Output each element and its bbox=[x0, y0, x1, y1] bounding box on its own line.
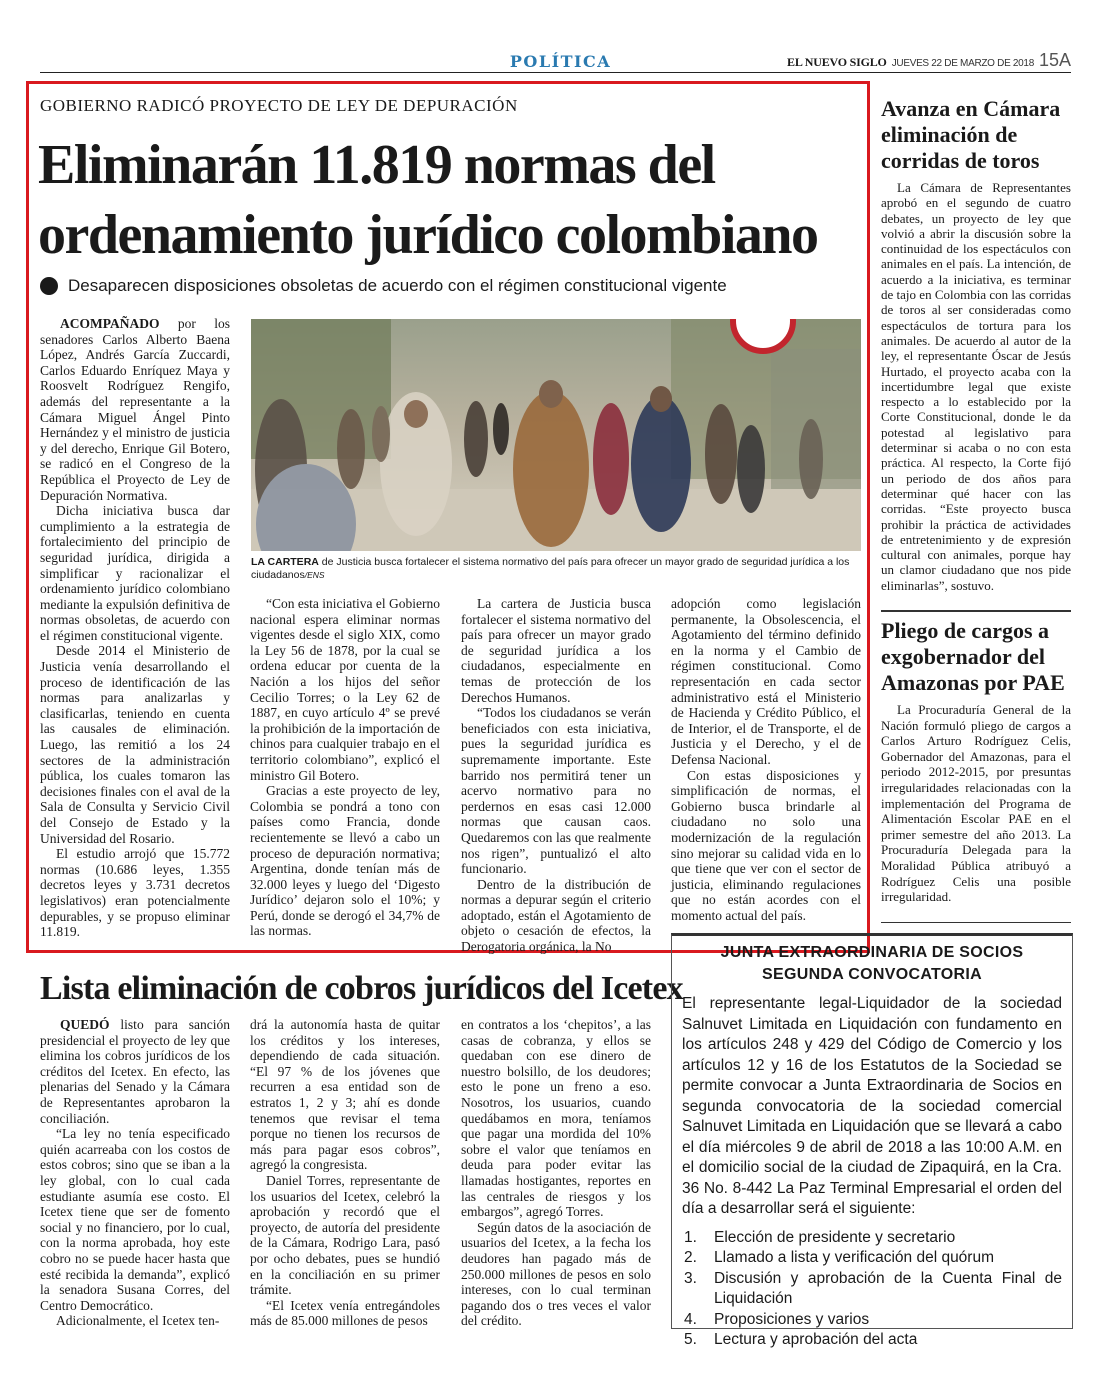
agenda-item: 3. Discusión y aprobación de la Cuenta Final de Liquidación bbox=[684, 1269, 1062, 1307]
page-number: 15A bbox=[1038, 50, 1071, 70]
article-headline bbox=[38, 130, 868, 270]
article-subhead bbox=[40, 276, 727, 296]
subhead-text: Desaparecen disposiciones obsoletas de acuerdo con el régimen constitucional vigente bbox=[68, 276, 727, 295]
photo-credit: /ENS bbox=[304, 570, 325, 580]
icetex-column-1: QUEDÓ listo para sanción presidencial el proyecto de ley que elimina los cobros jurídicos de los créditos del Icetex. En efecto, las plenarias del Senado y la Cámara de Representantes aprobaron la conciliación. “La ley no tenía especificado quién acarreaba con los costos de estos cobros; sino que se iban a la ley global, con lo cual cada estudiante asumía ese costo. El Icetex tiene que ser de fomento social y no financiero, por lo cual, con la norma aprobada, hoy este cobro no se puede hacer hasta que esté recibida la demanda”, explicó la senadora Susana Corres, del Centro Democrático. Adicionalmente, el Icetex ten- bbox=[40, 1017, 230, 1329]
icetex-column-2: drá la autonomía hasta de quitar los créditos y los intereses, dependiendo de cada situación. “El 97 % de los jóvenes que recurren a esa entidad son de estratos 1, 2 y 3; ahí es donde tenemos que revisar el tema porque no tienen los recursos de más para pagar esos cobros”, agregó la congresista. Daniel Torres, representante de los usuarios del Icetex, celebró la aprobación y recordó que el proyecto, de autoría del presidente de la Cámara, Rodrigo Lara, pasó por ocho debates, pues se hundió en la conciliación en su primer trámite. “El Icetex venía entregándoles más de 85.000 millones de pesos bbox=[250, 1017, 440, 1329]
notice-body: El representante legal-Liquidador de la sociedad Salnuvet Limitada en Liquidación con fundamento en los artículos 248 y 429 del Código de Comercio y los artículos 12 y 16 de los Estatutos de la Sociedad se permite convocar a Junta Extraordinaria de Socios en segunda convocatoria de la sociedad comercial Salnuvet Limitada en Liquidación que se llevará a cabo el día miércoles 9 de abril de 2018 a las 10:00 A.M. en el domicilio social de la ciudad de Zipaquirá, en la Cra. 36 No. 8-442 La Paz Terminal Empresarial el orden del día a desarrollar será el siguiente: bbox=[682, 995, 1062, 1217]
legal-notice-box bbox=[671, 933, 1073, 1348]
street-crowd-photo bbox=[251, 319, 861, 551]
sidebar-story-2-title: Pliego de cargos a exgobernador del Amazonas por PAE bbox=[881, 618, 1065, 695]
caption-lead: LA CARTERA bbox=[251, 556, 319, 568]
notice-title: JUNTA EXTRAORDINARIA DE SOCIOS SEGUNDA CONVOCATORIA bbox=[720, 944, 1024, 983]
sidebar-story-1-body: La Cámara de Representantes aprobó en el segundo de cuatro debates, un proyecto de ley que volvió a abrir la discusión sobre la continuidad de los espectáculos con animales en el país. La intención, de acuerdo a la iniciativa, es terminar de tajo en Colombia con las corridas de toros al ser consideradas como espectáculos de tortura para los animales. De acuerdo al autor de la ley, el representante Óscar de Jesús Hurtado, el proyecto acaba con la incertidumbre legal que existe respecto a lo establecido por la Corte Constitucional, donde le da potestad al legislativo para determinar si acaba o no con esta práctica. Al respecto, la Corte fijó un periodo de dos años para determinar qué hacer con las corridas. “Este proyecto busca prohibir la práctica de actividades de entretenimiento y de expresión cultural con animales, porque hay un clamor ciudadano que nos pide eliminarlas”, sostuvo. bbox=[881, 180, 1071, 593]
icetex-headline: Lista eliminación de cobros jurídicos del Icetex bbox=[40, 970, 683, 1007]
bullet-dot-icon bbox=[40, 277, 58, 295]
agenda-item: 2. Llamado a lista y verificación del quórum bbox=[684, 1249, 994, 1266]
header-rule bbox=[40, 72, 1071, 73]
paper-name: EL NUEVO SIGLO bbox=[787, 55, 887, 69]
masthead-info bbox=[787, 50, 1071, 71]
section-label: POLÍTICA bbox=[509, 52, 612, 71]
photo-caption: LA CARTERA de Justicia busca fortalecer el sistema normativo del país para ofrecer un mayor grado de seguridad jurídica a los ciudadanos/ENS bbox=[251, 556, 850, 581]
article-column-4: adopción como legislación permanente, la Obsolescencia, el Agotamiento del término definido en la norma y el Cambio de régimen constitucional. Como representación en cada sector administrativo está el Ministerio de Hacienda y Crédito Público, el de Interior, el de Transporte, el de Justicia y el Derecho, y el de Defensa Nacional. Con estas disposiciones y simplificación de normas, el Gobierno busca brindarle al ciudadano no solo una modernización de la regulación sino mejorar su calidad vida en lo que tiene que ver con el sector de justicia, eliminando regulaciones que no están acordes con el momento actual del país. bbox=[671, 596, 861, 923]
sidebar-bottom-rule bbox=[881, 922, 1071, 923]
sidebar-divider bbox=[881, 610, 1071, 612]
headline-line-2: ordenamiento jurídico colombiano bbox=[38, 204, 818, 266]
agenda-item: 4. Proposiciones y varios bbox=[684, 1310, 870, 1328]
lead-word: ACOMPAÑADO bbox=[60, 316, 160, 331]
headline-line-1: Eliminarán 11.819 normas del bbox=[38, 134, 715, 196]
sidebar-story-2-body: La Procuraduría General de la Nación formuló pliego de cargos a Carlos Arturo Rodríguez Celis, Gobernador del Amazonas, para el periodo 2012-2015, por presuntas irregularidades relacionadas con la implementación del Programa de Alimentación Escolar PAE en el primer semestre del año 2013. La Procuraduría Delegada para la Moralidad Pública atribuyó a Rodríguez Celis una posible irregularidad. bbox=[881, 702, 1071, 905]
article-column-2: “Con esta iniciativa el Gobierno nacional espera eliminar normas vigentes desde el siglo XIX, como la Ley 56 de 1878, por la cual se ordena educar por cuenta de la Nación a los hijos del señor Cecilio Torres; o la Ley 62 de 1887, en cuyo artículo 4º se prevé la prohibición de la importación de chinos para cualquier trabajo en el territorio colombiano”, explicó el ministro Gil Botero. Gracias a este proyecto de ley, Colombia se pondrá a tono con países como Francia, donde recientemente se llevó a cabo un proceso de depuración normativa; Argentina, donde tenían más de 32.000 leyes y luego del ‘Digesto Jurídico’ dejaron solo el 10%; y Perú, donde se derogó el 34,7% de las normas. bbox=[250, 596, 440, 939]
icetex-lead-word: QUEDÓ bbox=[60, 1017, 110, 1032]
agenda-item: 1. Elección de presidente y secretario bbox=[684, 1228, 956, 1246]
article-column-1: ACOMPAÑADO por los senadores Carlos Alberto Baena López, Andrés García Zuccardi, Carlos Eduardo Enríquez Maya y Roosvelt Rodríguez Rengifo, además del representante a la Cámara Miguel Ángel Pinto Hernández y el ministro de justicia y del derecho, Enrique Gil Botero, se radicó en el Congreso de la República el Proyecto de Ley de Depuración Normativa. Dicha iniciativa busca dar cumplimiento a la estrategia de fortalecimiento del principio de seguridad jurídica, dirigida a simplificar y racionalizar el ordenamiento jurídico colombiano mediante la expulsión definitiva de normas obsoletas, de acuerdo con el régimen constitucional vigente. Desde 2014 el Ministerio de Justicia venía desarrollando el proceso de identificación de las normas para analizarlas y clasificarlas, teniendo en cuenta las causales de eliminación. Luego, las remitió a los 24 sectores de la administración pública, los cuales tomaron las decisiones finales con el aval de la Sala de Consulta y Servicio Civil del Consejo de Estado y la Universidad del Rosario. El estudio arrojó que 15.772 normas (10.686 leyes, 1.355 decretos leyes y 3.731 decretos legislativos) eran potencialmente depurables, y se propuso eliminar 11.819. bbox=[40, 316, 230, 940]
article-column-3: La cartera de Justicia busca fortalecer el sistema normativo del país para ofrecer un mayor grado de seguridad jurídica a los ciudadanos, especialmente en temas de protección de los Derechos Humanos. “Todos los ciudadanos se verán beneficiados con esta iniciativa, pues la seguridad jurídica es supremamente importante. Este barrido nos permitirá tener un acervo normativo para no perdernos en esas casi 12.000 normas que causan caos. Quedaremos con las que realmente nos rigen”, puntualizó el alto funcionario. Dentro de la distribución de normas a depurar según el criterio adoptado, están el Agotamiento de objeto o cesación de efectos, la Derogatoria orgánica, la No bbox=[461, 596, 651, 955]
sidebar-story-1-title: Avanza en Cámara eliminación de corridas de toros bbox=[881, 96, 1061, 173]
icetex-column-3: en contratos a los ‘chepitos’, a las casas de cobranza, y ellos se quedaban con ese dinero de nuestro bolsillo, de los deudores; esto le pone un freno a eso. Nosotros, los usuarios, cuando quedábamos en mora, teníamos que pagar una mordida del 10% sobre el valor que teníamos en deuda para poder evitar las llamadas hostigantes, reportes en las centrales de riesgos y los embargos”, agregó Torres. Según datos de la asociación de usuarios del Icetex, a la fecha los deudores han pagado más de 250.000 millones de pesos en solo intereses, con lo cual terminan pagando dos o tres veces el valor del crédito. bbox=[461, 1017, 651, 1329]
agenda-item: 5. Lectura y aprobación del acta bbox=[684, 1331, 918, 1348]
issue-date: JUEVES 22 DE MARZO DE 2018 bbox=[891, 58, 1034, 69]
article-kicker: GOBIERNO RADICÓ PROYECTO DE LEY DE DEPURACIÓN bbox=[40, 96, 518, 115]
agenda-list bbox=[672, 1220, 1072, 1351]
